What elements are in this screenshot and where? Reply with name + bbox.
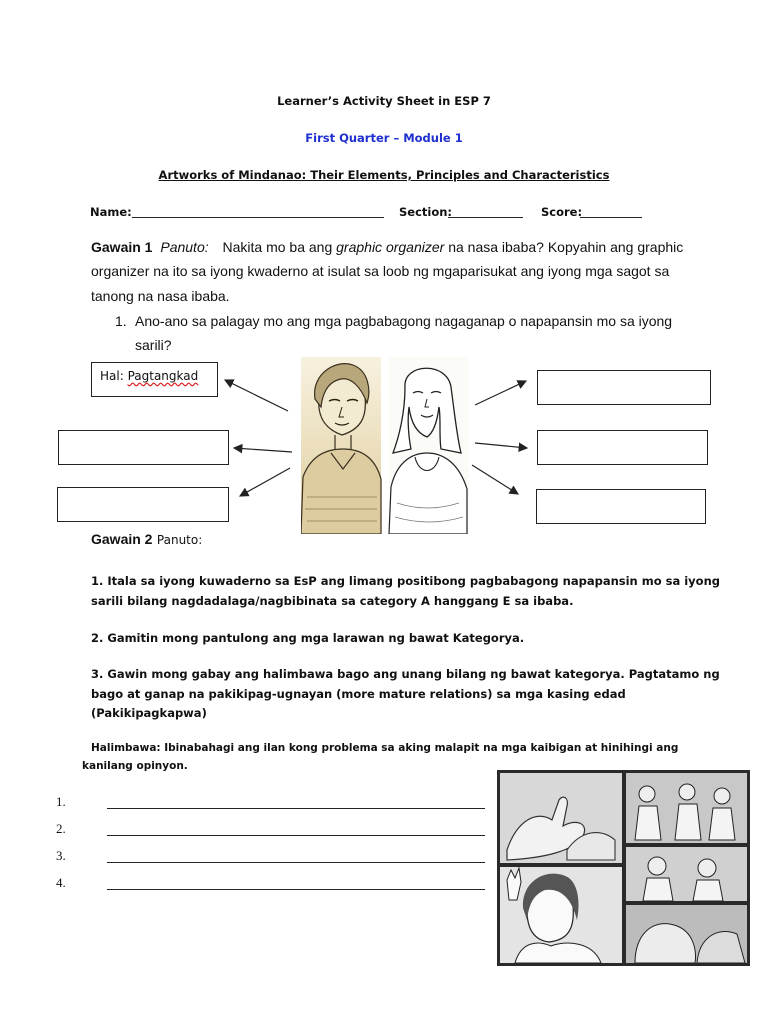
sheet-title: Learner’s Activity Sheet in ESP 7	[277, 94, 491, 108]
answer-line-1[interactable]	[107, 808, 485, 809]
gawain2-item1-line2: sarili bilang nagdadalaga/nagbibinata sa category A hanggang E sa ibaba.	[91, 594, 574, 608]
answer-number-3: 3.	[56, 848, 66, 863]
teen-boy-and-girl-sketch-icon	[301, 357, 469, 534]
friendship-comic-panels-icon	[497, 770, 750, 966]
gawain1-text-b: na nasa ibaba? Kopyahin ang graphic	[444, 239, 684, 255]
question-line1: Ano-ano sa palagay mo ang mga pagbabagong nagaganap o napapansin mo sa iyong	[135, 313, 673, 329]
gawain1-line2: organizer na ito sa iyong kwaderno at isulat sa loob ng mgaparisukat ang iyong mga sagot sa	[91, 263, 670, 279]
gawain1-text-a: Nakita mo ba ang	[222, 239, 337, 255]
arrow-to-right-1	[475, 381, 526, 405]
answer-line-3[interactable]	[107, 862, 485, 863]
gawain1-panuto: Panuto:	[160, 239, 209, 255]
section-label: Section:	[399, 205, 453, 219]
example-sentence-line1: Halimbawa: Ibinabahagi ang ilan kong problema sa aking malapit na mga kaibigan at hinihingi ang	[91, 742, 679, 754]
answer-line-4[interactable]	[107, 889, 485, 890]
arrow-to-example	[225, 380, 288, 411]
question-line2: sarili?	[135, 337, 172, 353]
answer-line-2[interactable]	[107, 835, 485, 836]
gawain2-item2: 2. Gamitin mong pantulong ang mga larawan ng bawat Kategorya.	[91, 631, 525, 645]
arrow-to-left-2	[234, 448, 292, 452]
arrow-to-left-3	[240, 468, 290, 496]
topic-title: Artworks of Mindanao: Their Elements, Principles and Characteristics	[158, 168, 610, 182]
gawain1-line3: tanong na nasa ibaba.	[91, 288, 230, 304]
quarter-title: First Quarter – Module 1	[305, 131, 463, 145]
question-number: 1.	[115, 313, 127, 329]
example-sentence-line2: kanilang opinyon.	[82, 760, 188, 772]
example-prefix: Hal:	[100, 369, 128, 383]
arrow-to-right-2	[475, 443, 527, 448]
gawain2-panuto: Panuto:	[156, 533, 203, 547]
gawain2-item3-line1: 3. Gawin mong gabay ang halimbawa bago ang unang bilang ng bawat kategorya. Pagtatamo ng	[91, 667, 720, 681]
gawain2-heading	[91, 527, 202, 552]
gawain2-item1-line1: 1. Itala sa iyong kuwaderno sa EsP ang limang positibong pagbabagong napapansin mo sa iyong	[91, 574, 721, 588]
example-word: Pagtangkad	[127, 369, 199, 383]
score-label: Score:	[541, 205, 583, 219]
arrow-to-right-3	[472, 465, 518, 494]
gawain1-text-italic: graphic organizer	[336, 239, 445, 255]
answer-number-2: 2.	[56, 821, 66, 836]
name-label: Name:	[90, 205, 132, 219]
gawain2-title: Gawain 2	[91, 531, 153, 547]
gawain2-item3-line3: (Pakikipagkapwa)	[91, 706, 207, 720]
answer-number-1: 1.	[56, 794, 66, 809]
answer-number-4: 4.	[56, 875, 66, 890]
gawain2-item3-line2: bago at ganap na pakikipag-ugnayan (more mature relations) sa mga kasing edad	[91, 687, 626, 701]
gawain1-title: Gawain 1	[91, 239, 153, 255]
